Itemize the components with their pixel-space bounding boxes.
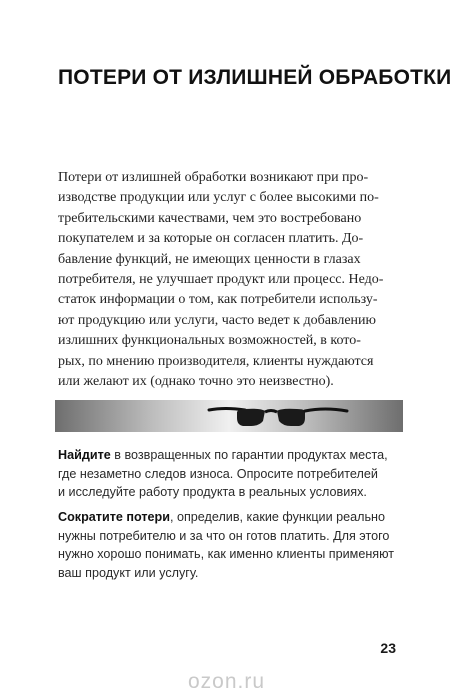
body-line: излишних функциональных возможностей, в кото- [58, 333, 361, 349]
body-line: потребителя, не улучшает продукт или процесс. Недо- [58, 271, 384, 287]
tip-line: нужно хорошо понимать, как именно клиенты применяют [58, 547, 395, 562]
page-title: ПОТЕРИ ОТ ИЗЛИШНЕЙ ОБРАБОТКИ [58, 66, 452, 89]
watermark: ozon.ru [187, 670, 266, 693]
body-line: или желают их (однако точно это неизвестно). [58, 373, 334, 389]
body-paragraph [58, 168, 400, 392]
body-line: покупателем и за которые он согласен платить. До- [58, 231, 364, 247]
body-line: рых, по мнению производителя, клиенты нуждаются [58, 353, 374, 369]
tip-keyword: Найдите [58, 448, 111, 462]
tip-line: нужны потребителю и за что он готов платить. Для этого [58, 528, 390, 543]
tip-reduce: Сократите потери, определив, какие функции реально нужны потребителю и за что он готов платить. Для этого нужно хорошо понимать, как именно клиенты применяют ваш продукт или услугу. [58, 508, 403, 582]
body-line: статок информации о том, как потребители использу- [58, 292, 378, 308]
tip-find: Найдите в возвращенных по гарантии продуктах места, где незаметно следов износа. Опросите потребителей и исследуйте работу продукта в реальных условиях. [58, 446, 403, 502]
body-line: Потери от излишней обработки возникают при про- [58, 170, 369, 185]
tip-line: ваш продукт или услугу. [58, 565, 199, 580]
page-number: 23 [380, 640, 396, 656]
glasses-icon [205, 405, 353, 427]
tip-line: и исследуйте работу продукта в реальных условиях. [58, 485, 367, 500]
body-line: изводстве продукции или услуг с более высокими по- [58, 190, 379, 206]
body-line: бавление функций, не имеющих ценности в глазах [58, 251, 361, 267]
tip-keyword: Сократите потери [58, 510, 170, 524]
tip-line: где незаметно следов износа. Опросите потребителей [58, 466, 378, 481]
section-banner [55, 400, 403, 432]
body-line: ют продукцию или услуги, часто ведет к добавлению [58, 312, 377, 328]
body-line: требительскими качествами, чем это востребовано [58, 210, 362, 226]
